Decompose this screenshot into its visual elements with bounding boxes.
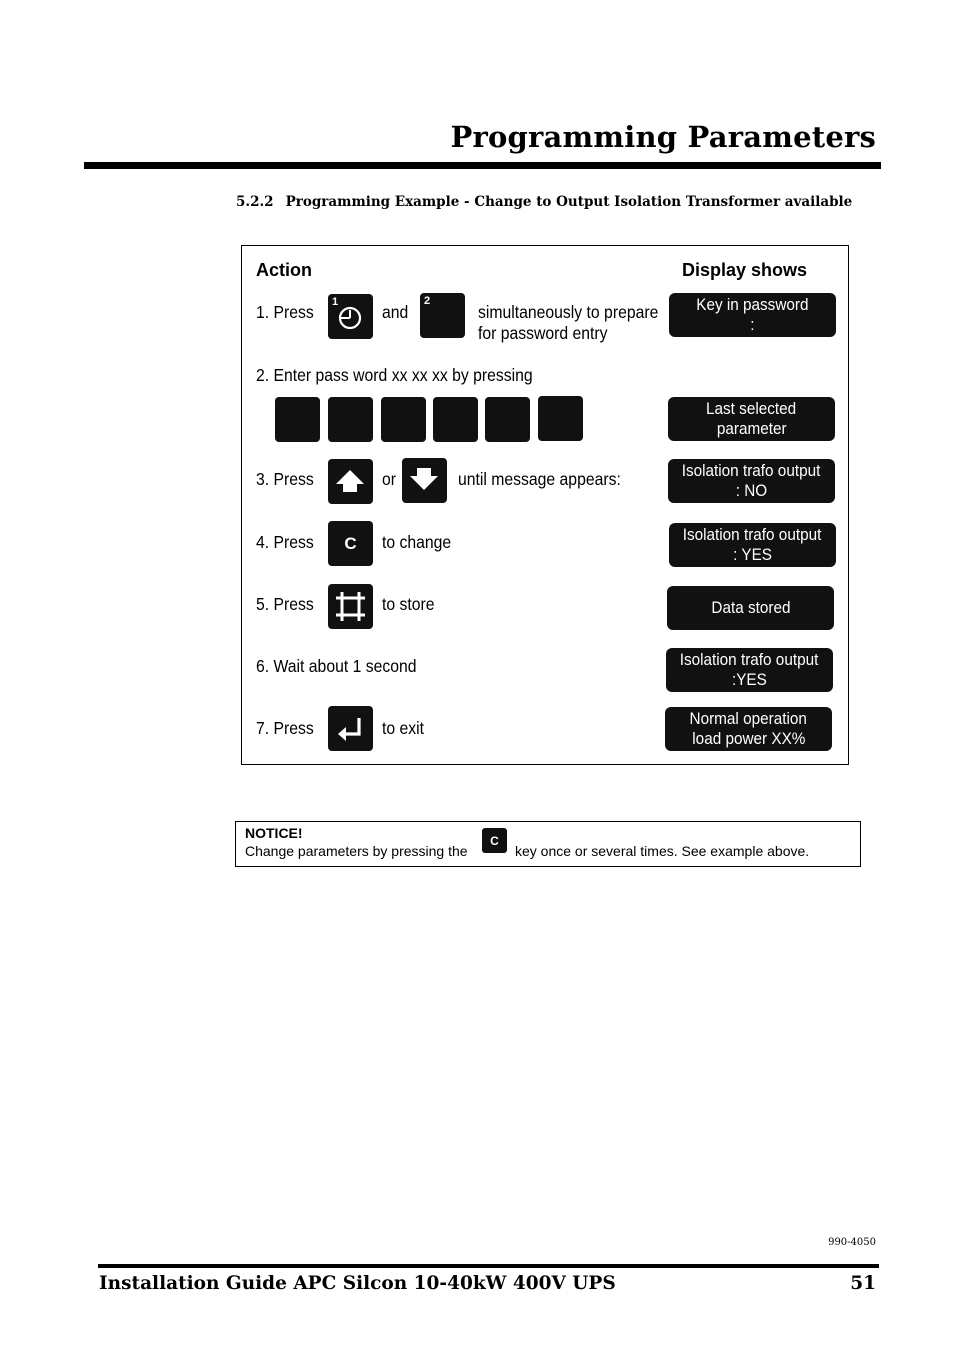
display-line1: Isolation trafo output	[682, 461, 821, 480]
header-rule	[84, 162, 881, 169]
password-key-6-icon	[538, 396, 583, 441]
step3-text: until message appears:	[458, 469, 621, 489]
step4-press: 4. Press	[256, 532, 314, 552]
display-isolation-yes	[669, 523, 836, 567]
action-heading: Action	[256, 260, 312, 280]
display-key-in-password	[669, 293, 836, 337]
step1-text-line2: for password entry	[478, 323, 608, 343]
footer-title: Installation Guide APC Silcon 10-40kW 400V UPS	[99, 1273, 616, 1294]
key1-label: 1	[332, 296, 339, 308]
display-isolation-yes-2	[666, 648, 833, 692]
key-2-icon	[420, 293, 465, 338]
step1-press: 1. Press	[256, 302, 314, 322]
display-line1: Key in password	[696, 295, 809, 314]
display-line1: Data stored	[710, 598, 791, 617]
display-line2: parameter	[716, 419, 787, 438]
c-key-icon: C	[482, 828, 507, 853]
display-normal-operation	[665, 707, 832, 751]
step1-text-line1: simultaneously to prepare	[478, 302, 659, 322]
display-heading: Display shows	[682, 260, 808, 280]
password-key-4-icon	[433, 397, 478, 442]
password-key-5-icon	[485, 397, 530, 442]
step4-text: to change	[382, 532, 452, 552]
step3-press: 3. Press	[256, 469, 314, 489]
password-key-3-icon	[381, 397, 426, 442]
arrow-up-key-icon	[328, 459, 373, 504]
notice-text-after: key once or several times. See example above.	[515, 843, 810, 859]
step7-press: 7. Press	[256, 718, 314, 738]
password-key-1-icon	[275, 397, 320, 442]
notice-text-before: Change parameters by pressing the	[245, 843, 468, 859]
enter-key-icon	[328, 706, 373, 751]
display-line2: :	[750, 315, 755, 334]
step7-text: to exit	[382, 718, 425, 738]
document-number: 990-4050	[828, 1237, 876, 1248]
page-header-title: Programming Parameters	[450, 120, 876, 154]
step5-text: to store	[382, 594, 435, 614]
step2-text: 2. Enter pass word xx xx xx by pressing	[256, 365, 533, 385]
step6-text: 6. Wait about 1 second	[256, 656, 417, 676]
key2-label: 2	[424, 295, 431, 307]
display-line1: Isolation trafo output	[683, 525, 822, 544]
clock-key-icon	[328, 294, 373, 339]
display-line1: Isolation trafo output	[680, 650, 819, 669]
step1-and: and	[382, 302, 409, 322]
display-data-stored	[667, 586, 834, 630]
display-line2: : NO	[735, 481, 768, 500]
notice-box	[235, 821, 861, 867]
display-last-selected	[668, 397, 835, 441]
page-number: 51	[850, 1273, 876, 1294]
store-key-icon	[328, 584, 373, 629]
programming-example-diagram	[241, 245, 849, 765]
display-line1: Normal operation	[689, 709, 808, 728]
display-line2: load power XX%	[691, 729, 806, 748]
c-key-icon: C	[328, 521, 373, 566]
section-title: Programming Example - Change to Output Isolation Transformer available	[285, 194, 853, 210]
section-number: 5.2.2	[236, 194, 274, 210]
display-line2: :YES	[732, 670, 767, 689]
section-heading	[236, 194, 852, 210]
display-line1: Last selected	[706, 399, 797, 418]
arrow-down-key-icon	[402, 458, 447, 503]
password-key-2-icon	[328, 397, 373, 442]
display-isolation-no	[668, 459, 835, 503]
display-line2: : YES	[733, 545, 772, 564]
step3-or: or	[382, 469, 397, 489]
footer-rule	[98, 1264, 879, 1268]
step5-press: 5. Press	[256, 594, 314, 614]
notice-title: NOTICE!	[245, 825, 303, 841]
